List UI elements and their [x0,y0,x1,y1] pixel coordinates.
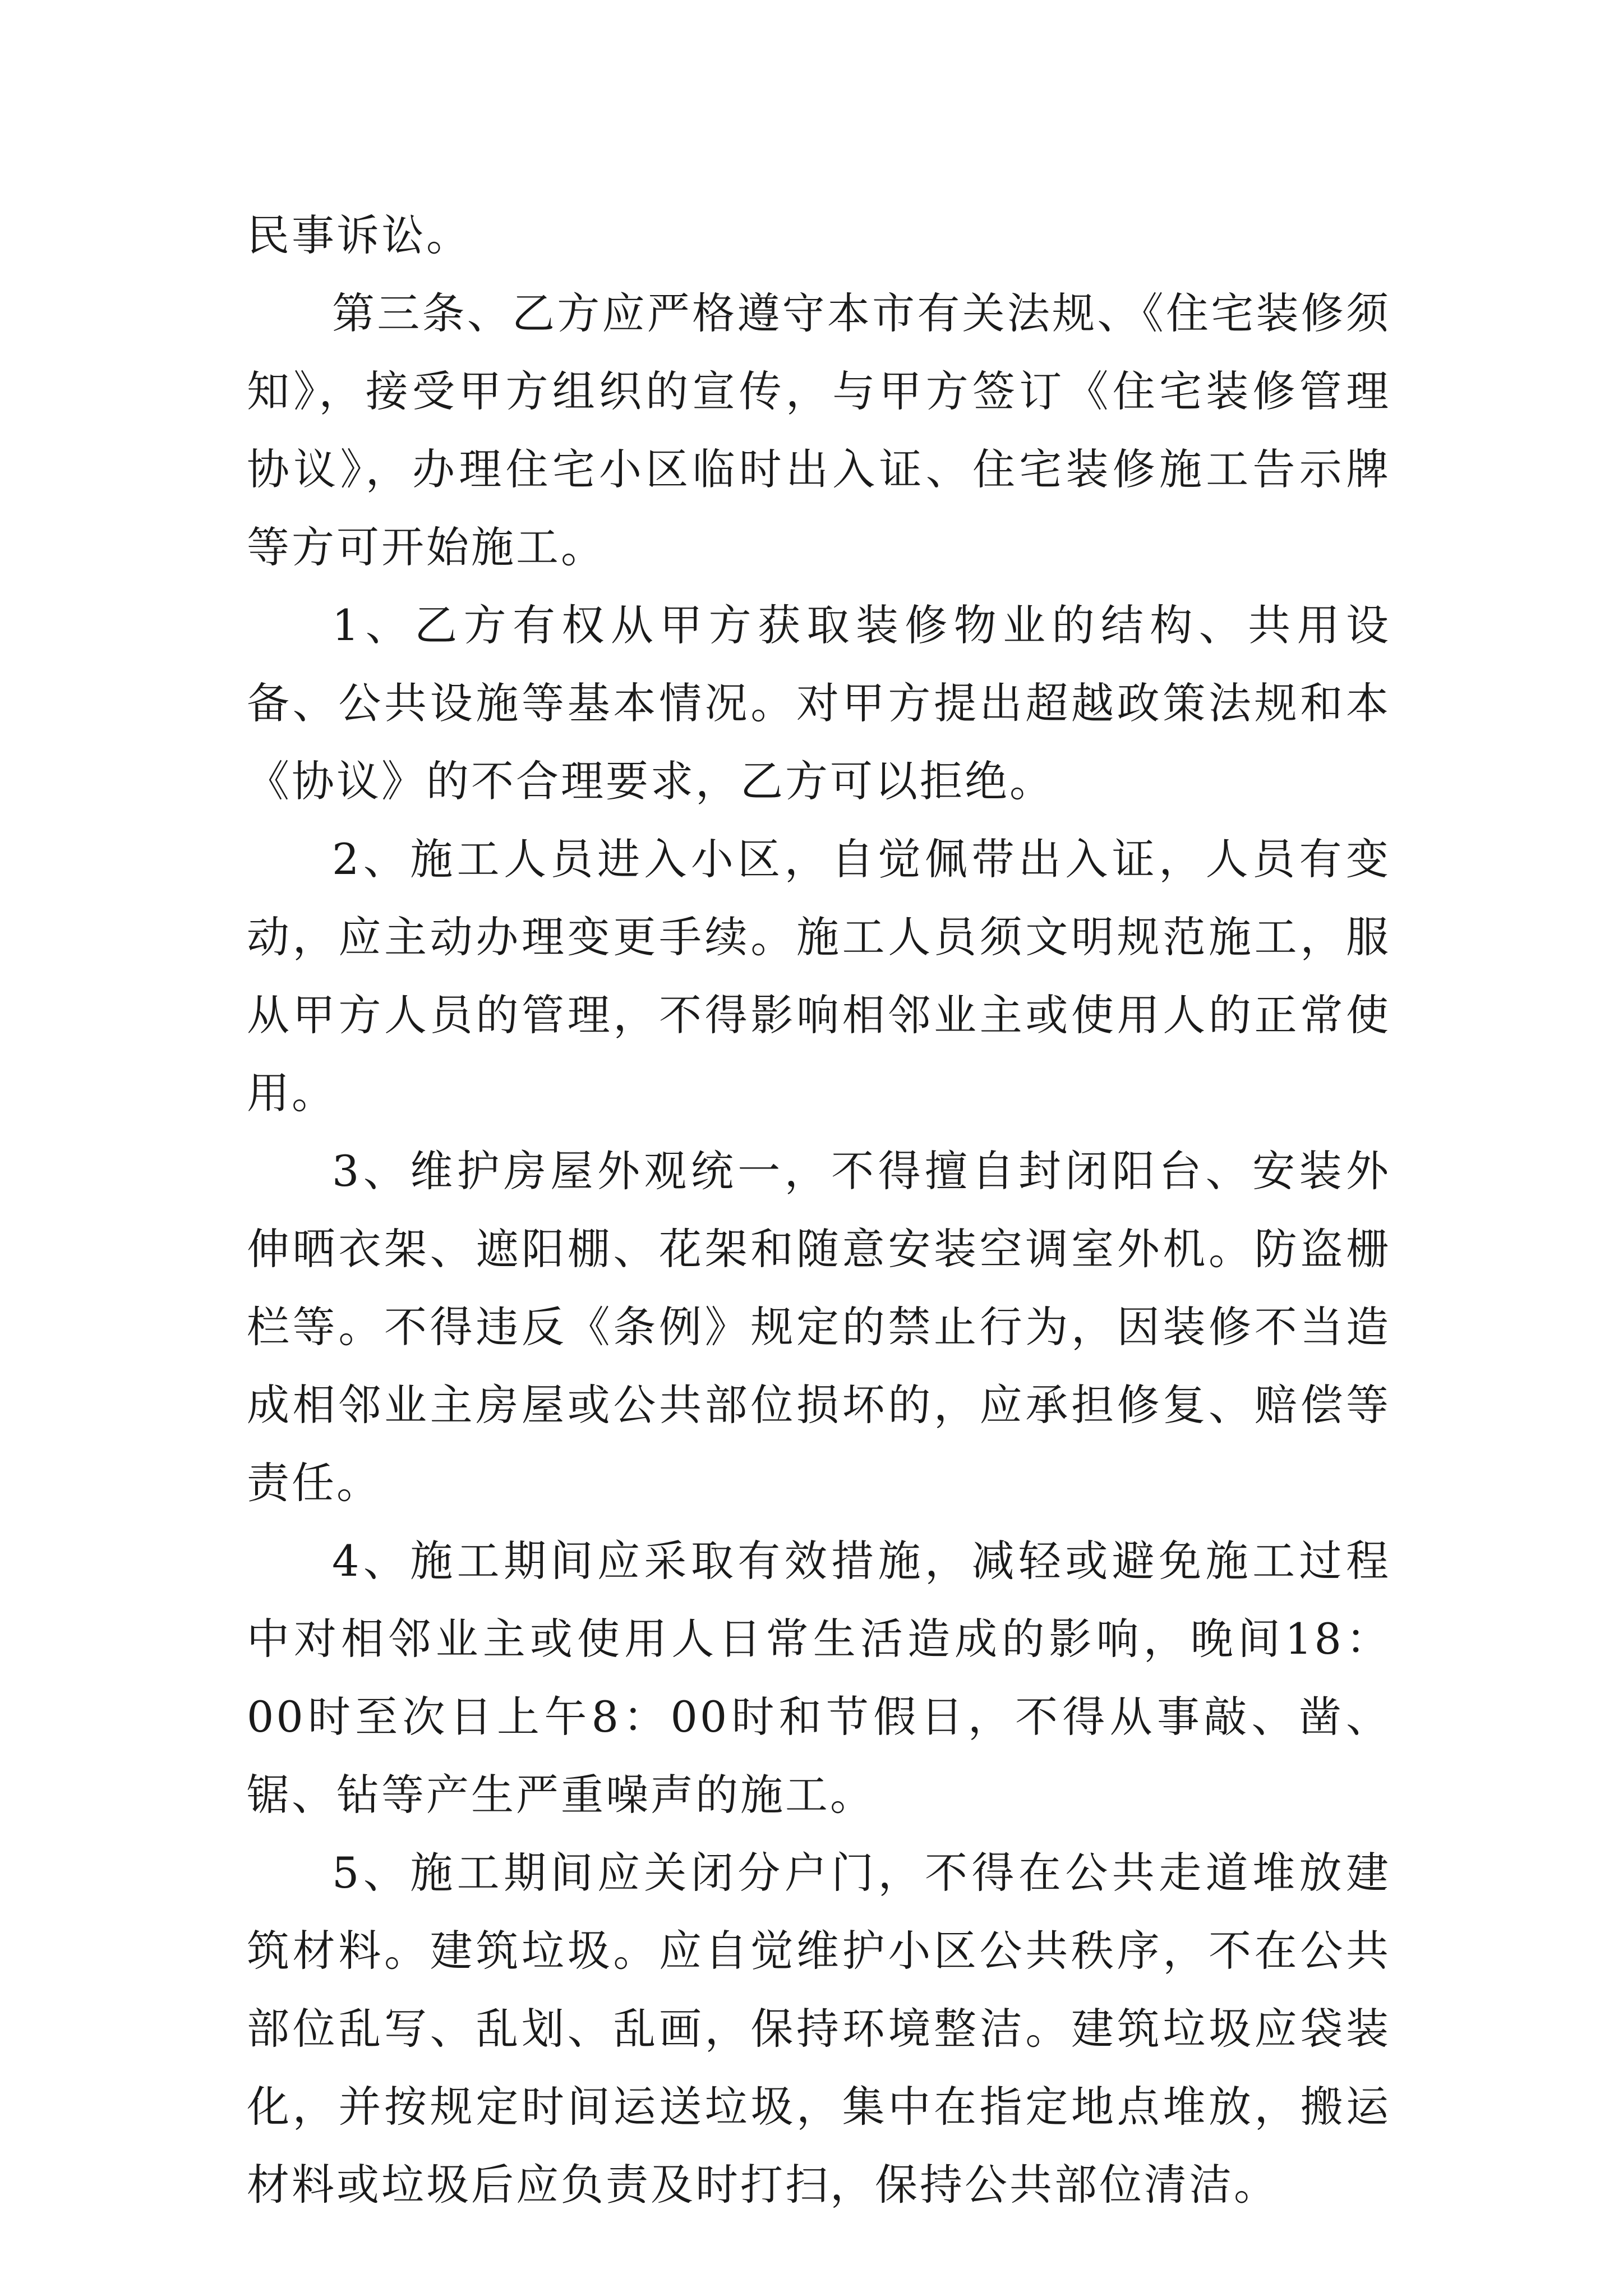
paragraph-continuation: 民事诉讼。 [247,210,471,260]
paragraph-item-4: 4、施工期间应采取有效措施，减轻或避免施工过程中对相邻业主或使用人日常生活造成的影响，晚间18：00时至次日上午8：00时和节假日，不得从事敲、凿、锯、钻等产生严重噪声的施工。 [247,1536,1391,1820]
paragraph-item-3: 3、维护房屋外观统一，不得擅自封闭阳台、安装外伸晒衣架、遮阳棚、花架和随意安装空调室外机。防盗栅栏等。不得违反《条例》规定的禁止行为，因装修不当造成相邻业主房屋或公共部位损坏的，应承担修复、赔偿等责任。 [247,1146,1391,1508]
paragraph-item-5: 5、施工期间应关闭分户门，不得在公共走道堆放建筑材料。建筑垃圾。应自觉维护小区公共秩序，不在公共部位乱写、乱划、乱画，保持环境整洁。建筑垃圾应袋装化，并按规定时间运送垃圾，集中在指定地点堆放，搬运材料或垃圾后应负责及时打扫，保持公共部位清洁。 [247,1848,1391,2210]
paragraph-item-2: 2、施工人员进入小区，自觉佩带出入证，人员有变动，应主动办理变更手续。施工人员须文明规范施工，服从甲方人员的管理，不得影响相邻业主或使用人的正常使用。 [247,834,1391,1118]
paragraph-item-1: 1、乙方有权从甲方获取装修物业的结构、共用设备、公共设施等基本情况。对甲方提出超越政策法规和本《协议》的不合理要求，乙方可以拒绝。 [247,600,1391,806]
paragraph-article-3: 第三条、乙方应严格遵守本市有关法规、《住宅装修须知》，接受甲方组织的宣传，与甲方签订《住宅装修管理协议》，办理住宅小区临时出入证、住宅装修施工告示牌等方可开始施工。 [247,288,1391,572]
document-body [247,196,1391,2224]
